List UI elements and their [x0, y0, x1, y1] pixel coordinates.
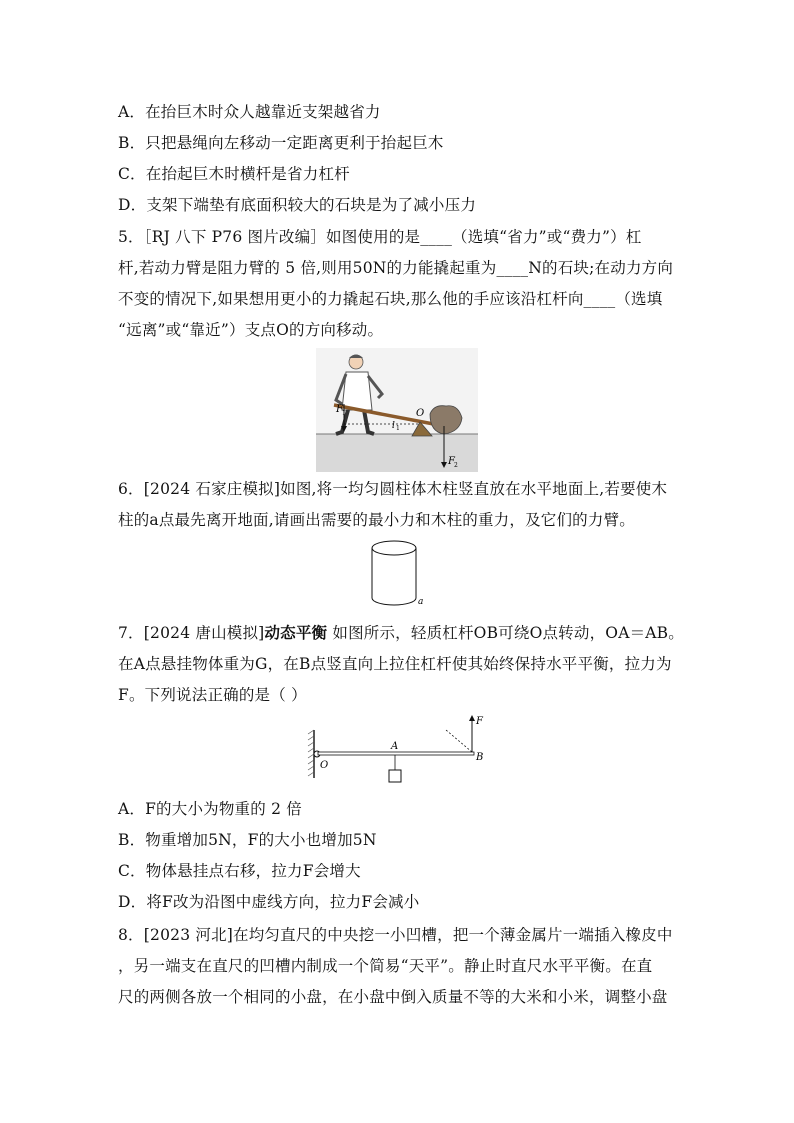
q6-line-1: 6．[2024 石家庄模拟]如图,将一均匀圆柱体木柱竖直放在水平地面上,若要使木: [118, 480, 668, 498]
q7-tag-dynamic-balance: 动态平衡: [264, 623, 328, 642]
q4-option-b: B．只把悬绳向左移动一定距离更利于抬起巨木: [118, 134, 444, 152]
q7-option-a: A．F的大小为物重的 2 倍: [118, 800, 302, 818]
hanging-weight: [389, 770, 401, 782]
label-o: O: [320, 760, 329, 771]
label-o: O: [416, 408, 425, 419]
label-f1: F: [336, 404, 343, 415]
q8-line-3: 尺的两侧各放一个相同的小盘，在小盘中倒入质量不等的大米和小米，调整小盘: [118, 988, 668, 1006]
q4-option-d: D．支架下端垫有底面积较大的石块是为了减小压力: [118, 196, 477, 214]
q5-line-4: “远离”或“靠近”）支点O的方向移动。: [118, 321, 384, 339]
q5-lever-figure: [316, 348, 478, 472]
q4-option-c: C．在抬起巨木时横杆是省力杠杆: [118, 165, 350, 183]
label-f: F: [476, 716, 483, 727]
label-l1: l: [392, 421, 395, 431]
q5-line-1: 5．［RJ 八下 P76 图片改编］如图使用的是____（选填“省力”或“费力”）杠: [118, 228, 642, 246]
q7-source: 7．[2024 唐山模拟]: [118, 624, 265, 642]
label-a-point: a: [418, 597, 424, 607]
q7-line-1: [118, 623, 684, 643]
cylinder-top: [372, 541, 416, 555]
q7-option-d: D．将F改为沿图中虚线方向，拉力F会减小: [118, 893, 420, 911]
q7-line-2: 在A点悬挂物体重为G，在B点竖直向上拉住杠杆使其始终保持水平平衡，拉力为: [118, 655, 672, 673]
q6-cylinder-figure: [362, 538, 434, 612]
label-l1-sub: 1: [396, 425, 400, 432]
q7-line-3: F。下列说法正确的是（ ）: [118, 686, 307, 704]
cylinder-bottom: [372, 598, 416, 605]
label-f2: F: [448, 456, 455, 467]
label-f1-sub: 1: [342, 410, 346, 417]
q7-statement: 如图所示，轻质杠杆OB可绕O点转动，OA＝AB。: [327, 624, 684, 642]
q7-option-c: C．物体悬挂点右移，拉力F会增大: [118, 862, 361, 880]
q6-line-2: 柱的a点最先离开地面,请画出需要的最小力和木柱的重力，及它们的力臂。: [118, 511, 635, 529]
dashed-direction: [446, 730, 472, 752]
label-f2-sub: 2: [454, 462, 458, 469]
q5-line-2: 杆,若动力臂是阻力臂的 5 倍,则用50N的力能撬起重为____N的石块;在动力方向: [118, 259, 674, 277]
label-b: B: [476, 752, 484, 763]
q8-line-2: ，另一端支在直尺的凹槽内制成一个简易“天平”。静止时直尺水平平衡。在直: [118, 957, 653, 975]
q5-line-3: 不变的情况下,如果想用更小的力撬起石块,那么他的手应该沿杠杆向____（选填: [118, 290, 663, 308]
q8-line-1: 8．[2023 河北]在均匀直尺的中央挖一小凹槽，把一个薄金属片一端插入橡皮中: [118, 926, 673, 944]
q7-lever-figure: [306, 712, 496, 790]
q7-option-b: B．物重增加5N，F的大小也增加5N: [118, 831, 377, 849]
label-a: A: [391, 741, 399, 752]
lever-ob: [318, 752, 474, 755]
q4-option-a: A．在抬巨木时众人越靠近支架越省力: [118, 103, 381, 121]
